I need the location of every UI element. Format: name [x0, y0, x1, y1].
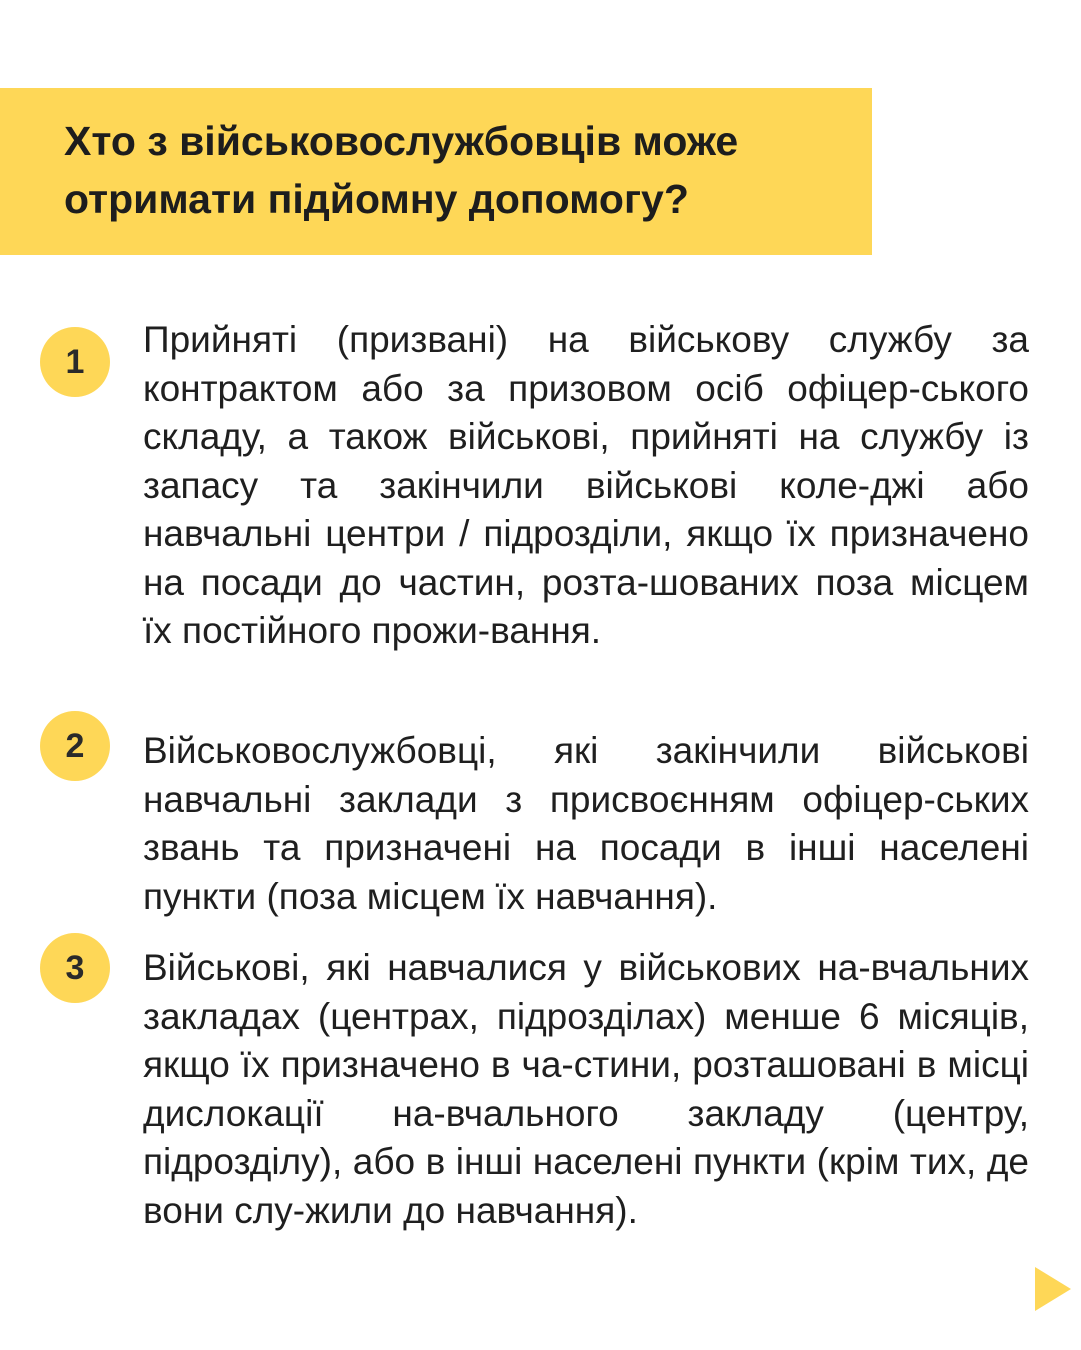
number-badge: 2	[40, 711, 110, 781]
list-item-text: Прийняті (призвані) на військову службу за контрактом або за призовом осіб офіцер-ського складу, а також військові, прийняті на службу із запасу та закінчили військові коле-джі або навчальні центри / підрозділи, якщо їх призначено на посади до частин, розта-шованих поза місцем їх постійного прожи-вання.	[143, 319, 1029, 651]
page-title: Хто з військовослужбовців може отримати підйомну допомогу?	[64, 118, 739, 222]
number-badge: 1	[40, 327, 110, 397]
list-item-text: Військові, які навчалися у військових на-вчальних закладах (центрах, підрозділах) менше 6 місяців, якщо їх призначено в ча-стини, розташовані в місці дислокації на-вчального закладу (центру, підрозділу), або в інші населені пункти (крім тих, де вони слу-жили до навчання).	[143, 947, 1029, 1231]
list-item-text: Військовослужбовці, які закінчили військові навчальні заклади з присвоєнням офіцер-ських звань та призначені на посади в інші населені пункти (поза місцем їх навчання).	[143, 730, 1029, 917]
play-arrow-icon[interactable]	[1035, 1267, 1071, 1311]
number-badge: 3	[40, 933, 110, 1003]
